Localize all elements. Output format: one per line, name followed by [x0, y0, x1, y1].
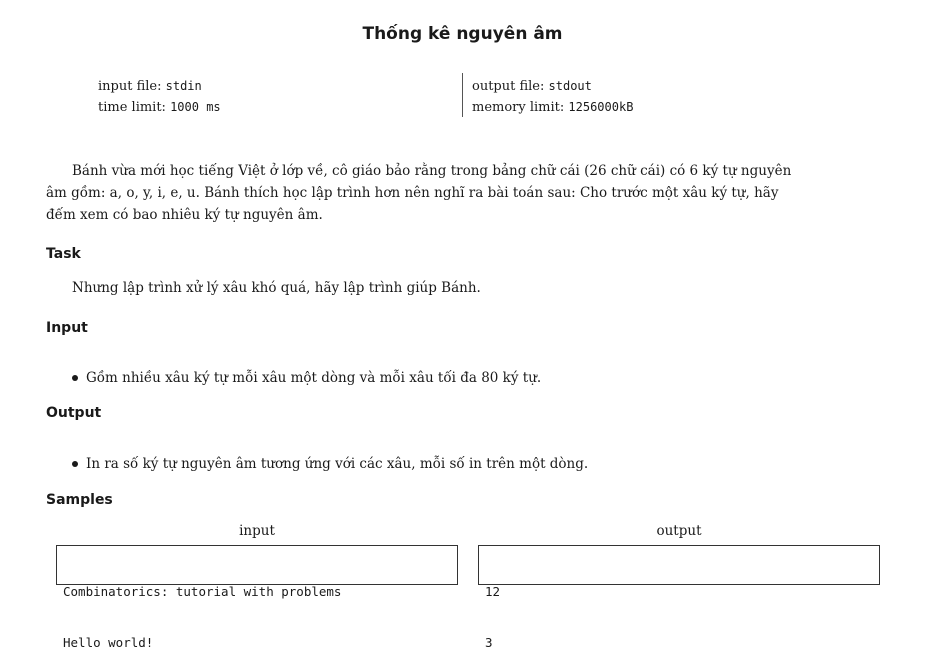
statement	[46, 160, 882, 226]
statement-line-3: đếm xem có bao nhiêu ký tự nguyên âm.	[46, 207, 323, 223]
limits-right	[472, 76, 633, 118]
time-limit-line	[98, 97, 221, 118]
output-file-label: output file:	[472, 79, 549, 94]
output-file-line	[472, 76, 633, 97]
statement-line-2: âm gồm: a, o, y, i, e, u. Bánh thích học lập trình hơn nên nghĩ ra bài toán sau: Cho trước một xâu ký tự, hãy	[46, 185, 779, 201]
problem-title: Thống kê nguyên âm	[362, 24, 563, 44]
sample-input-line-1: Combinatorics: tutorial with problems	[63, 584, 342, 599]
memory-limit-value: 1256000kB	[568, 100, 634, 114]
sample-output-line-1: 12	[485, 584, 501, 599]
bullet-icon	[72, 375, 78, 381]
output-heading: Output	[46, 405, 102, 421]
limits-left	[98, 76, 221, 118]
sample-input-label: input	[239, 523, 275, 539]
input-heading: Input	[46, 320, 88, 336]
task-heading: Task	[46, 246, 81, 262]
memory-limit-line	[472, 97, 633, 118]
output-bullet-text: In ra số ký tự nguyên âm tương ứng với các xâu, mỗi số in trên một dòng.	[86, 456, 589, 472]
memory-limit-label: memory limit:	[472, 100, 569, 115]
limits-divider	[462, 73, 463, 117]
sample-output-box	[478, 545, 880, 650]
sample-input-box	[56, 545, 458, 650]
bullet-icon	[72, 461, 78, 467]
time-limit-label: time limit:	[98, 100, 171, 115]
output-bullet	[72, 453, 588, 475]
input-file-value: stdin	[165, 79, 202, 93]
input-file-line	[98, 76, 221, 97]
output-file-value: stdout	[548, 79, 592, 93]
samples-heading: Samples	[46, 492, 113, 508]
input-file-label: input file:	[98, 79, 166, 94]
time-limit-value: 1000 ms	[170, 100, 221, 114]
input-bullet-text: Gồm nhiều xâu ký tự mỗi xâu một dòng và mỗi xâu tối đa 80 ký tự.	[86, 370, 542, 386]
sample-output-line-2: 3	[485, 635, 493, 650]
statement-line-1: Bánh vừa mới học tiếng Việt ở lớp về, cô giáo bảo rằng trong bảng chữ cái (26 chữ cái) có 6 ký tự nguyên	[72, 163, 792, 179]
sample-input-line-2: Hello world!	[63, 635, 154, 650]
sample-output-label: output	[656, 523, 702, 539]
input-bullet	[72, 367, 541, 389]
task-text: Nhưng lập trình xử lý xâu khó quá, hãy lập trình giúp Bánh.	[72, 280, 481, 296]
